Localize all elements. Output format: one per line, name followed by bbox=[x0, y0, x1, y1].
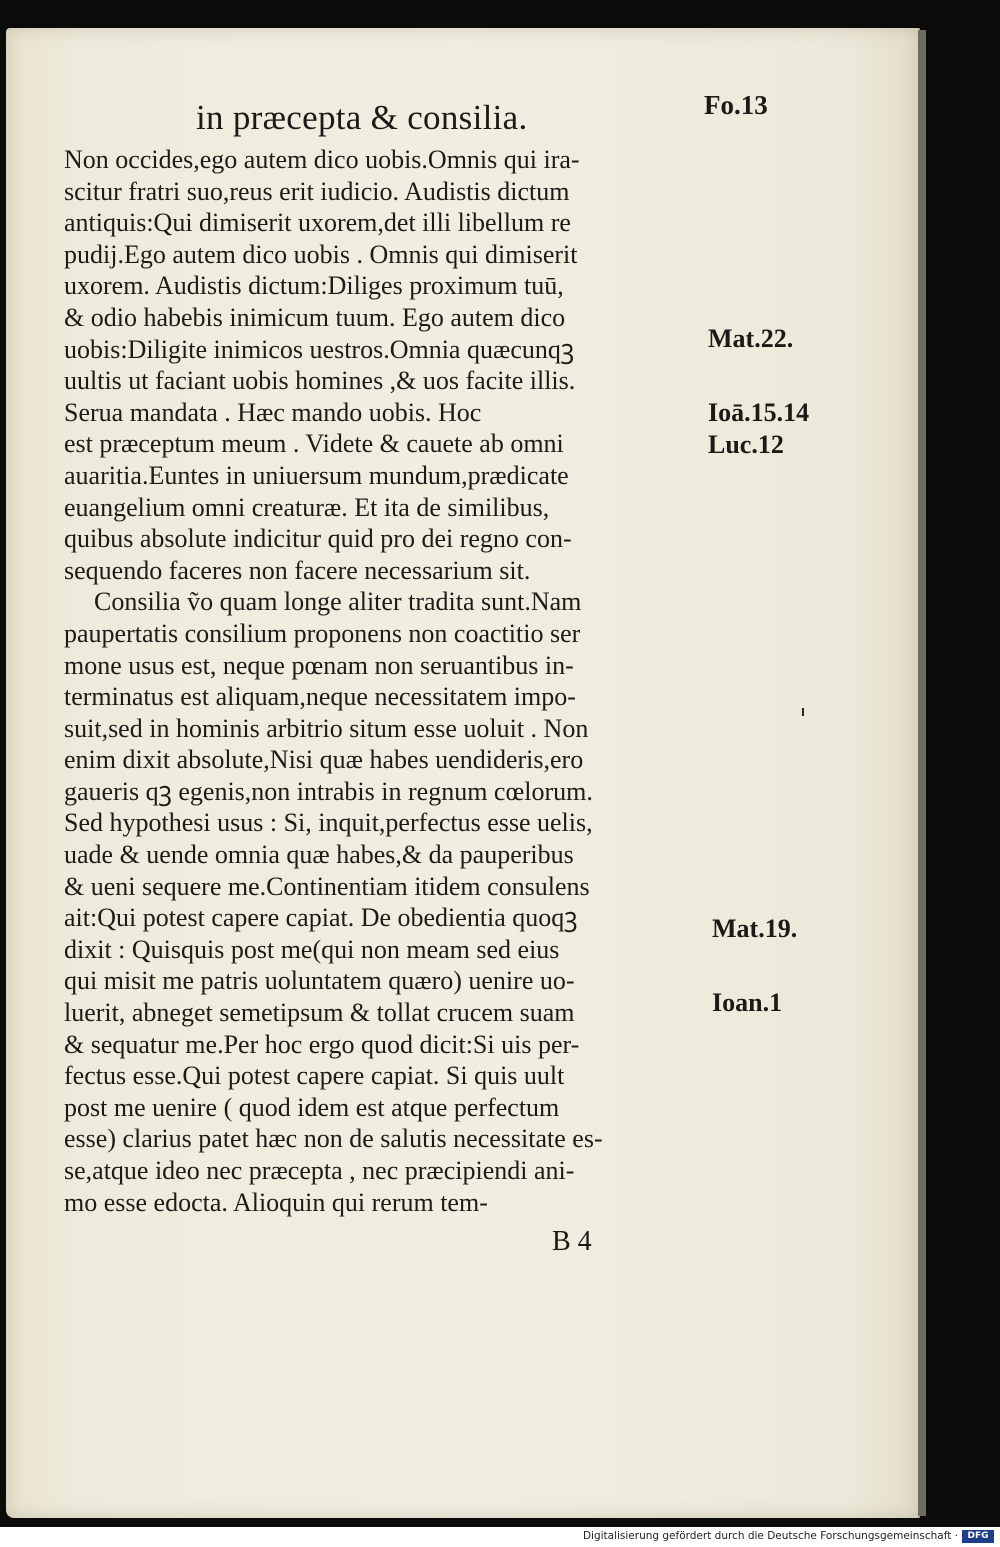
text-line: pudij.Ego autem dico uobis . Omnis qui dimiserit bbox=[64, 239, 578, 269]
body-text bbox=[64, 144, 704, 1218]
footer-bar bbox=[0, 1527, 1000, 1547]
text-line: antiquis:Qui dimiserit uxorem,det illi libellum re bbox=[64, 208, 571, 238]
text-line: & odio habebis inimicum tuum. Ego autem dico bbox=[64, 302, 566, 332]
text-line: esse) clarius patet hæc non de salutis necessitate es- bbox=[64, 1124, 603, 1154]
folio-number: Fo.13 bbox=[704, 90, 768, 120]
text-line: paupertatis consilium proponens non coactitio ser bbox=[64, 618, 581, 648]
marginal-note-mat22: Mat.22. bbox=[708, 324, 794, 353]
text-line: qui misit me patris uoluntatem quæro) uenire uo- bbox=[64, 966, 575, 996]
digitization-credit: Digitalisierung gefördert durch die Deutsche Forschungsgemeinschaft · bbox=[582, 1530, 958, 1542]
text-line: terminatus est aliquam,neque necessitatem impo- bbox=[64, 682, 576, 712]
text-line: est præceptum meum . Videte & cauete ab omni bbox=[64, 429, 564, 459]
page-edge bbox=[918, 30, 926, 1516]
text-line: uxorem. Audistis dictum:Diliges proximum tuū, bbox=[64, 271, 564, 301]
marginal-note-ioan: Ioan.1 bbox=[712, 988, 783, 1017]
text-line: mone usus est, neque pœnam non seruantibus in- bbox=[64, 650, 574, 680]
text-line: & ueni sequere me.Continentiam itidem consulens bbox=[64, 871, 590, 901]
paragraph-start-line: Consilia ṽo quam longe aliter tradita sunt.Nam bbox=[94, 587, 582, 617]
text-line: suit,sed in hominis arbitrio situm esse uoluit . Non bbox=[64, 713, 589, 743]
marginal-note-luc12: Luc.12 bbox=[708, 430, 784, 459]
text-line: auaritia.Euntes in uniuersum mundum,prædicate bbox=[64, 460, 569, 490]
text-line: fectus esse.Qui potest capere capiat. Si quis uult bbox=[64, 1061, 565, 1091]
text-line: mo esse edocta. Alioquin qui rerum tem- bbox=[64, 1187, 488, 1217]
running-head: in præcepta & consilia. bbox=[196, 98, 528, 137]
text-line: enim dixit absolute,Nisi quæ habes uendideris,ero bbox=[64, 745, 584, 775]
signature-mark: B 4 bbox=[552, 1226, 592, 1257]
text-line: Serua mandata . Hæc mando uobis. Hoc bbox=[64, 397, 482, 427]
text-line: uobis:Diligite inimicos uestros.Omnia quæcunqꝫ bbox=[64, 334, 575, 364]
text-line: scitur fratri suo,reus erit iudicio. Audistis dictum bbox=[64, 176, 570, 206]
text-line: & sequatur me.Per hoc ergo quod dicit:Si uis per- bbox=[64, 1029, 580, 1059]
text-line: luerit, abneget semetipsum & tollat crucem suam bbox=[64, 998, 575, 1028]
text-line: quibus absolute indicitur quid pro dei regno con- bbox=[64, 524, 572, 554]
marginal-note-mat19: Mat.19. bbox=[712, 914, 798, 943]
text-line: se,atque ideo nec præcepta , nec præcipiendi ani- bbox=[64, 1156, 575, 1185]
text-line: uultis ut faciant uobis homines ,& uos facite illis. bbox=[64, 366, 576, 396]
text-line: Non occides,ego autem dico uobis.Omnis qui ira- bbox=[64, 145, 580, 174]
text-line: uade & uende omnia quæ habes,& da pauperibus bbox=[64, 840, 574, 870]
dfg-logo-icon: DFG bbox=[962, 1530, 994, 1543]
text-line: dixit : Quisquis post me(qui non meam sed eius bbox=[64, 934, 560, 964]
text-line: gaueris qꝫ egenis,non intrabis in regnum cœlorum. bbox=[64, 776, 593, 806]
text-line: Sed hypothesi usus : Si, inquit,perfectus esse uelis, bbox=[64, 808, 593, 838]
ink-speck bbox=[802, 708, 804, 716]
text-line: euangelium omni creaturæ. Et ita de similibus, bbox=[64, 492, 550, 522]
text-line: post me uenire ( quod idem est atque perfectum bbox=[64, 1092, 560, 1122]
text-line: sequendo faceres non facere necessarium sit. bbox=[64, 555, 531, 585]
marginal-note-ioa15: Ioā.15.14 bbox=[708, 398, 810, 427]
text-line: ait:Qui potest capere capiat. De obedientia quoqꝫ bbox=[64, 903, 578, 933]
